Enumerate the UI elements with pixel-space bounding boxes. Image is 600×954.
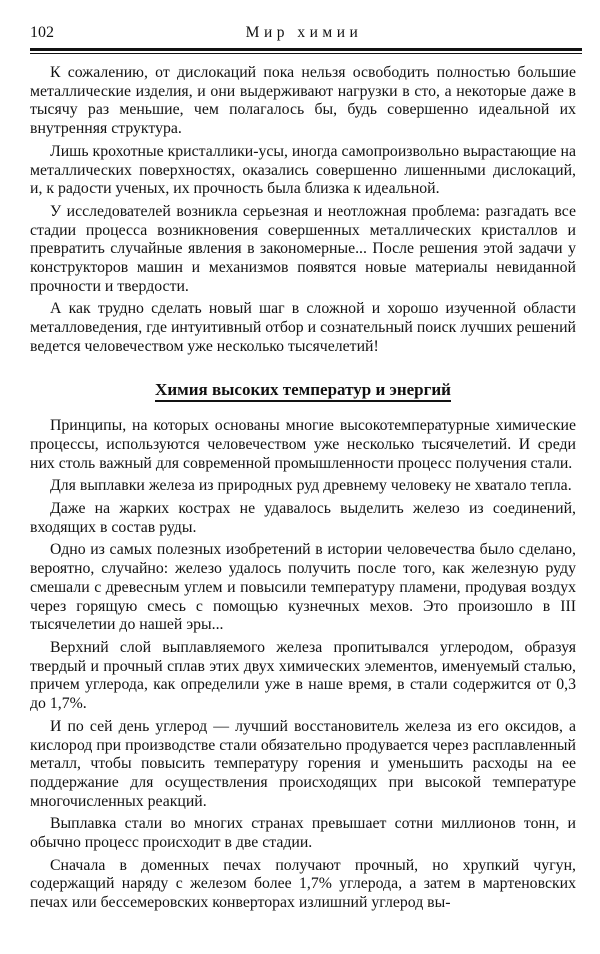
top-paragraphs: [30, 64, 576, 357]
paragraph: Одно из самых полезных изобретений в истории человечества было сделано, вероятно, случайно: железо удалось получить после того, как железную руду смешали с древесным углем и повысили температуру пламени, продувая воздух через горящую смесь с помощью кузнечных мехов. Это произошло в III тысячелетии до нашей эры...: [30, 541, 576, 634]
paragraph: У исследователей возникла серьезная и неотложная проблема: разгадать все стадии процесса возникновения совершенных металлических кристаллов и превратить случайные явления в закономерные... После решения этой задачи у конструкторов машин и механизмов появятся новые материалы невиданной прочности и твердости.: [30, 202, 576, 295]
paragraph: Сначала в доменных печах получают прочный, но хрупкий чугун, содержащий наряду с железом более 1,7% углерода, а затем в мартеновских печах или бессемеровских конверторах излишний углерод вы-: [30, 856, 576, 912]
paragraph: И по сей день углерод — лучший восстановитель железа из его оксидов, а кислород при производстве стали обязательно продувается через расплавленный металл, чтобы повысить температуру горения и уменьшить расходы на ее поддержание для осуществления происходящих при высокой температуре многочисленных реакций.: [30, 717, 576, 810]
header-rule-thick: [30, 48, 582, 51]
paragraph: Даже на жарких кострах не удавалось выделить железо из соединений, входящих в состав руды.: [30, 500, 576, 536]
page-header: [30, 24, 578, 44]
header-rule-thin: [30, 53, 582, 54]
paragraph: Верхний слой выплавляемого железа пропитывался углеродом, образуя твердый и прочный сплав этих двух химических элементов, именуемый сталью, причем углерода, как определили уже в наше время, в стали содержится от 0,3 до 1,7%.: [30, 638, 576, 713]
paragraph: Лишь крохотные кристаллики-усы, иногда самопроизвольно вырастающие на металлических поверхностях, оказались совершенно лишенными дислокаций, и, к радости ученых, их прочность была близка к идеальной.: [30, 142, 576, 198]
paragraph: Принципы, на которых основаны многие высокотемпературные химические процессы, используются человечеством уже несколько тысячелетий. И среди них столь важный для современной промышленности процесс получения стали.: [30, 417, 576, 472]
paragraph: Для выплавки железа из природных руд древнему человеку не хватало тепла.: [50, 477, 572, 495]
paragraph: А как трудно сделать новый шаг в сложной и хорошо изученной области металловедения, где интуитивный отбор и сознательный поиск лучших решений ведется человечеством уже несколько тысячелетий!: [30, 300, 576, 355]
page-body: [30, 64, 576, 917]
page-number: 102: [30, 24, 54, 41]
paragraph: Выплавка стали во многих странах превышает сотни миллионов тонн, и обычно процесс происходит в две стадии.: [30, 815, 576, 852]
section-heading: [30, 381, 576, 400]
paragraph: К сожалению, от дислокаций пока нельзя освободить полностью большие металлические изделия, и они выдерживают нагрузки в сто, а некоторые даже в тысячу раз меньшие, чем полагалось бы, будь совершенно идеальной их внутренняя структура.: [30, 64, 576, 138]
section-heading-text: Химия высоких температур и энергий: [155, 380, 451, 402]
bottom-paragraphs: [30, 417, 576, 913]
running-title: Мир химии: [245, 24, 363, 41]
